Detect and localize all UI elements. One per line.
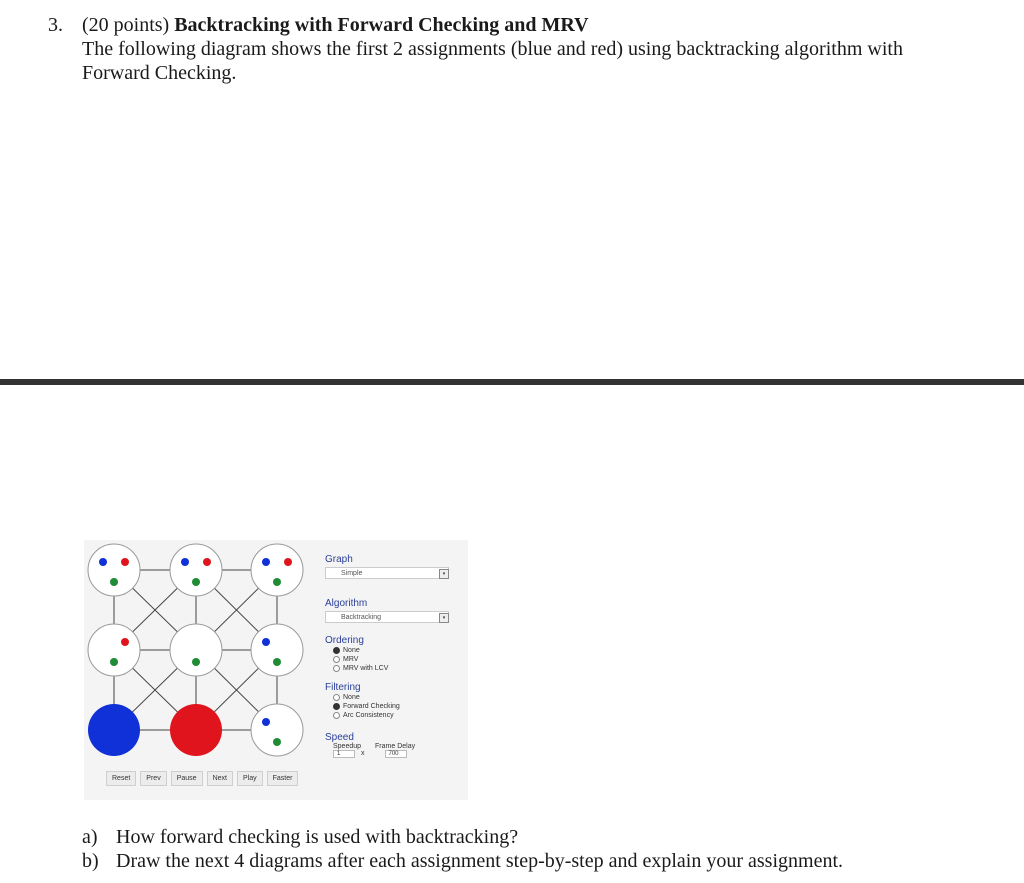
graph-select-value: Simple (341, 570, 363, 577)
faster-button[interactable]: Faster (267, 771, 299, 786)
ordering-option-mrv[interactable]: MRV (333, 655, 465, 664)
frame-delay-label: Frame Delay (375, 743, 416, 750)
question-line-1: The following diagram shows the first 2 assignments (blue and red) using backtracking algorithm with (82, 38, 903, 60)
ordering-option-mrv-lcv[interactable]: MRV with LCV (333, 664, 465, 673)
radio-icon (333, 656, 340, 663)
algorithm-title: Algorithm (325, 598, 368, 609)
question-line-2: Forward Checking. (82, 62, 237, 84)
question-heading (82, 14, 589, 37)
next-button[interactable]: Next (207, 771, 233, 786)
dropdown-arrow-icon: ▾ (439, 613, 449, 623)
graph-node-3 (251, 544, 303, 596)
question-number: 3. (48, 14, 63, 36)
speed-labels (333, 743, 465, 750)
question-points: (20 points) (82, 14, 170, 36)
play-button[interactable]: Play (237, 771, 263, 786)
ordering-option-none[interactable]: None (333, 646, 465, 655)
graph-title: Graph (325, 554, 353, 565)
section-divider (0, 379, 1024, 385)
constraint-graph (84, 540, 324, 770)
radio-selected-icon (333, 647, 340, 654)
filtering-option-none[interactable]: None (333, 693, 465, 702)
graph-node-6 (251, 624, 303, 676)
algorithm-select[interactable] (325, 611, 449, 623)
graph-node-2 (170, 544, 222, 596)
applet-button-bar (106, 771, 298, 786)
graph-node-4 (88, 624, 140, 676)
algorithm-select-value: Backtracking (341, 614, 382, 621)
graph-node-7-blue (88, 704, 140, 756)
filtering-option-arc-consistency[interactable]: Arc Consistency (333, 711, 465, 720)
speedup-label: Speedup (333, 743, 362, 750)
prev-button[interactable]: Prev (140, 771, 166, 786)
frame-delay-input[interactable]: 700 (385, 750, 407, 758)
graph-node-9 (251, 704, 303, 756)
subquestion-a: a) How forward checking is used with backtracking? (82, 826, 519, 848)
speed-inputs (333, 750, 465, 758)
ordering-title: Ordering (325, 635, 364, 646)
filtering-option-forward-checking[interactable]: Forward Checking (333, 702, 465, 711)
speed-title: Speed (325, 732, 354, 743)
graph-node-8-red (170, 704, 222, 756)
filtering-title: Filtering (325, 682, 361, 693)
radio-selected-icon (333, 703, 340, 710)
graph-select[interactable] (325, 567, 449, 579)
speedup-input[interactable]: 1 (333, 750, 355, 758)
pause-button[interactable]: Pause (171, 771, 203, 786)
question-title: Backtracking with Forward Checking and MRV (174, 14, 589, 36)
reset-button[interactable]: Reset (106, 771, 136, 786)
speedup-unit: x (361, 750, 365, 757)
radio-icon (333, 694, 340, 701)
dropdown-arrow-icon: ▾ (439, 569, 449, 579)
graph-node-5 (170, 624, 222, 676)
radio-icon (333, 712, 340, 719)
radio-icon (333, 665, 340, 672)
graph-node-1 (88, 544, 140, 596)
settings-panel (325, 554, 465, 758)
csp-applet-figure (84, 540, 468, 800)
subquestion-b: b) Draw the next 4 diagrams after each assignment step-by-step and explain your assignment. (82, 850, 844, 872)
